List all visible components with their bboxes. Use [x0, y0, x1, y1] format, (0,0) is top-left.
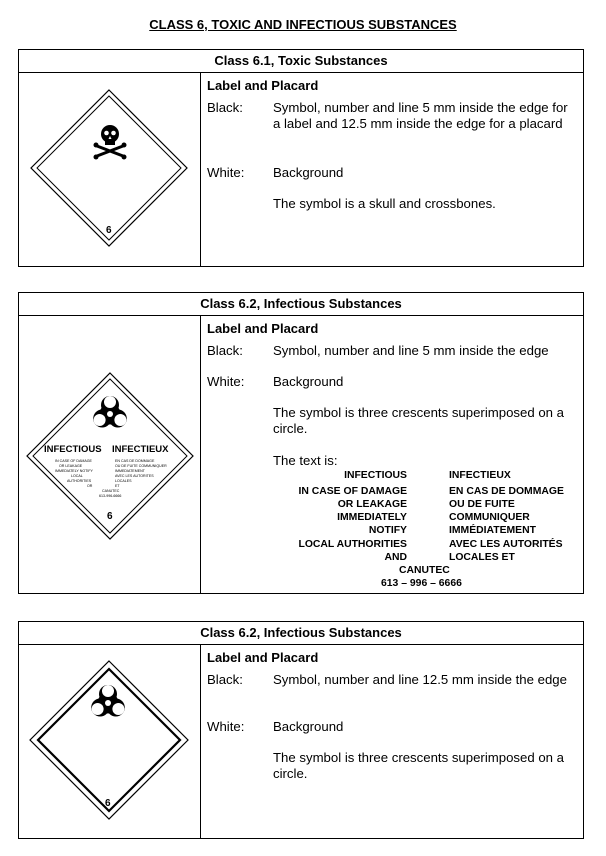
svg-text:IMMEDIATEMENT: IMMEDIATEMENT [115, 469, 145, 473]
placard-cell [19, 645, 201, 839]
label-placard-title: Label and Placard [207, 321, 319, 336]
svg-text:ET: ET [115, 484, 120, 488]
canutec-label: CANUTEC [399, 565, 450, 576]
svg-text:IN CASE OF DAMAGE: IN CASE OF DAMAGE [55, 459, 92, 463]
svg-text:IMMEDIATELY NOTIFY: IMMEDIATELY NOTIFY [55, 469, 93, 473]
section-header: Class 6.2, Infectious Substances [19, 293, 583, 316]
black-key: Black: [207, 343, 243, 358]
section-class-6-2 [18, 621, 584, 839]
black-value: Symbol, number and line 5 mm inside the edge for a label and 12.5 mm inside the edge for a placard [273, 100, 568, 131]
svg-text:CANUTEC: CANUTEC [102, 489, 120, 493]
placard-number: 6 [106, 225, 112, 236]
svg-text:LOCALES: LOCALES [115, 479, 132, 483]
text-intro: The text is: [273, 453, 338, 468]
section-class-6-2-text: Class 6.2, Infectious Substances INFECTIOUS INFECTIEUX IN CASE OF DAMAGE OR LEAKAGE IMMEDIATELY NOTIFY LOCAL AUTHORITIES OR EN CAS DE DOMMAGE OU DE FUITE COMMUNIQUER IMMEDIATEMENT AVEC LES AUTORITES LOCALES ET CANUTEC 613-996-6666 6 Label and Placard Black: Symbol, number and line 5 mm inside the edge White: Background The symbol is three crescents superimposed on a circle. The text is: INFECTIOUS IN CASE OF DAMAGE OR LEAKAGE IMMEDIATELY NOTIFY LOCAL AUTHORITIES AND INFECTIEUX EN CAS DE DOMMAGE OU DE FUITE COMMUNIQUER IMMÉDIATEMENT AVEC LES AUTORITÉS LOCALES ET CANUTEC 613 – 996 – 6666 [18, 292, 584, 594]
svg-text:613-996-6666: 613-996-6666 [99, 494, 122, 498]
placard-cell [19, 73, 201, 267]
section-header: Class 6.2, Infectious Substances [19, 622, 583, 645]
svg-text:OR: OR [87, 484, 93, 488]
black-key: Black: [207, 100, 243, 115]
symbol-note: The symbol is three crescents superimposed on a circle. [273, 750, 564, 781]
white-key: White: [207, 374, 245, 389]
placard-number: 6 [105, 798, 111, 809]
svg-text:EN CAS DE DOMMAGE: EN CAS DE DOMMAGE [115, 459, 155, 463]
section-class-6-1 [18, 49, 584, 267]
white-value: Background [273, 374, 344, 389]
placard-headline-en: INFECTIOUS [44, 444, 102, 455]
section-header: Class 6.1, Toxic Substances [19, 50, 583, 73]
toxic-placard-diamond [19, 73, 200, 267]
placard-headline-fr: INFECTIEUX [112, 444, 169, 455]
white-key: White: [207, 165, 245, 180]
infectious-placard-diamond [19, 316, 200, 594]
placard-cell [19, 316, 201, 594]
infectious-placard-diamond [19, 645, 200, 839]
black-key: Black: [207, 672, 243, 687]
canutec-phone: 613 – 996 – 6666 [381, 578, 462, 589]
svg-text:AVEC LES AUTORITES: AVEC LES AUTORITES [115, 474, 154, 478]
svg-text:OR LEAKAGE: OR LEAKAGE [59, 464, 83, 468]
black-value: Symbol, number and line 12.5 mm inside the edge [273, 672, 567, 687]
label-placard-title: Label and Placard [207, 78, 319, 93]
svg-text:OU DE FUITE COMMUNIQUER: OU DE FUITE COMMUNIQUER [115, 464, 167, 468]
symbol-note: The symbol is three crescents superimposed on a circle. [273, 405, 564, 436]
symbol-note: The symbol is a skull and crossbones. [273, 196, 496, 211]
black-value: Symbol, number and line 5 mm inside the edge [273, 343, 549, 358]
white-value: Background [273, 165, 344, 180]
svg-text:LOCAL: LOCAL [71, 474, 83, 478]
white-key: White: [207, 719, 245, 734]
placard-number: 6 [107, 511, 113, 522]
white-value: Background [273, 719, 344, 734]
page-title: CLASS 6, TOXIC AND INFECTIOUS SUBSTANCES [149, 17, 457, 32]
svg-text:AUTHORITIES: AUTHORITIES [67, 479, 92, 483]
label-placard-title: Label and Placard [207, 650, 319, 665]
